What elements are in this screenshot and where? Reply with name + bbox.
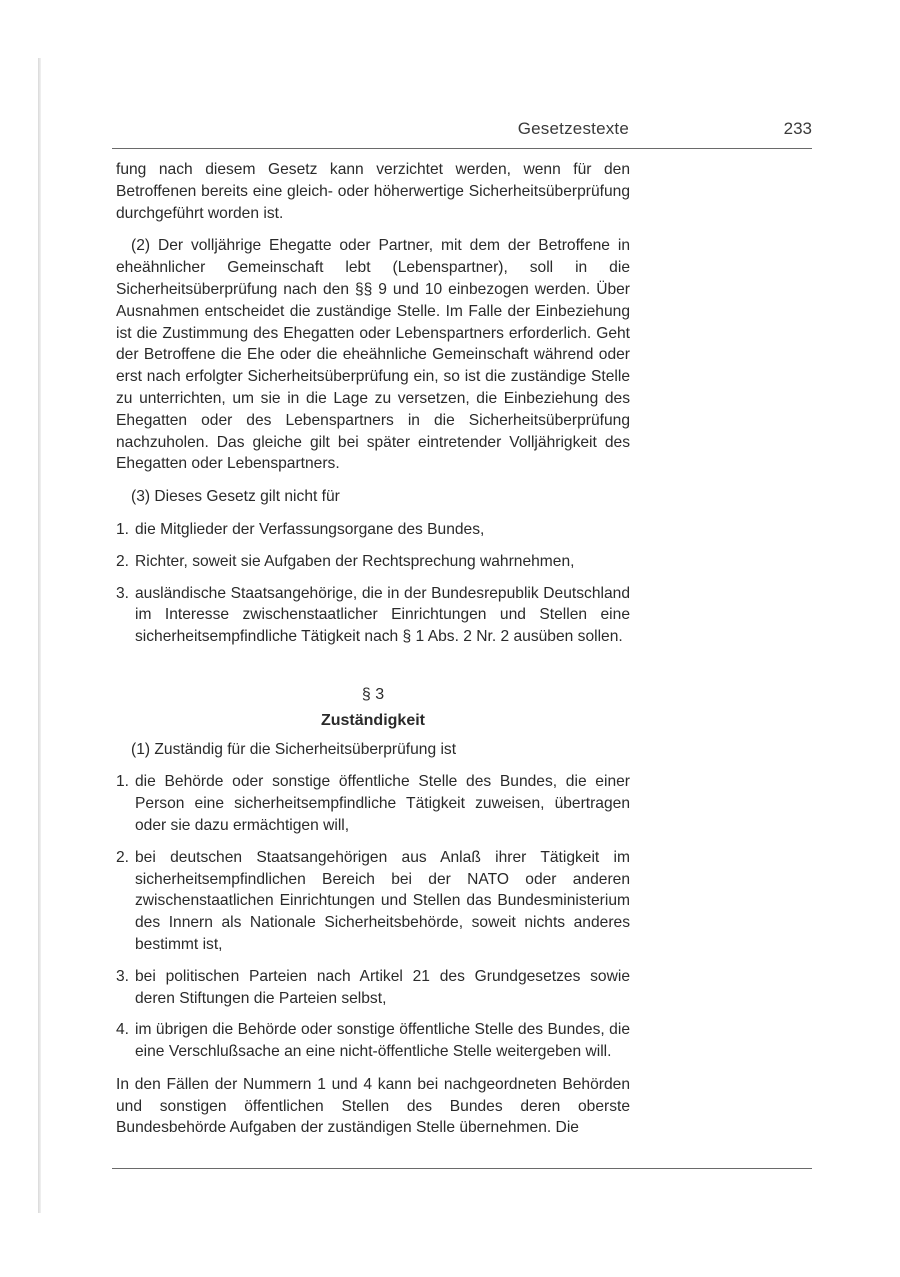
section-list bbox=[116, 771, 630, 1063]
paragraph-3-list bbox=[116, 519, 630, 648]
list-item-number: 4. bbox=[116, 1021, 130, 1039]
footer-rule bbox=[112, 1168, 812, 1169]
list-item-number: 3. bbox=[116, 584, 130, 602]
closing-paragraph: In den Fällen der Nummern 1 und 4 kann bei nachgeordneten Behörden und sonstigen öffentlichen Stellen des Bundes deren oberste Bundesbehörde Aufgaben der zuständigen Stelle übernehmen. Die bbox=[116, 1075, 630, 1137]
list-item bbox=[116, 966, 630, 1010]
list-item-text: im übrigen die Behörde oder sonstige öffentliche Stelle des Bundes, die eine Verschlußsache an eine nicht-öffentliche Stelle weitergeben will. bbox=[135, 1021, 630, 1061]
list-item-text: die Mitglieder der Verfassungsorgane des Bundes, bbox=[135, 520, 485, 538]
list-item-number: 1. bbox=[116, 520, 130, 538]
header-rule bbox=[112, 148, 812, 149]
list-item bbox=[116, 583, 630, 648]
list-item bbox=[116, 847, 630, 956]
list-item-number: 3. bbox=[116, 967, 130, 985]
list-item-number: 2. bbox=[116, 848, 130, 866]
section-intro: (1) Zuständig für die Sicherheitsüberprüfung ist bbox=[131, 740, 457, 758]
list-item-text: bei deutschen Staatsangehörigen aus Anlaß ihrer Tätigkeit im sicherheitsempfindlichen Bereich bei der NATO oder anderen zwischenstaatlichen Einrichtungen und Stellen das Bundesministerium des Innern als Nationale Sicherheitsbehörde, soweit nichts anderes bestimmt ist, bbox=[135, 848, 630, 953]
scan-edge-shadow bbox=[38, 58, 41, 1213]
list-item bbox=[116, 771, 630, 836]
running-title: Gesetzestexte bbox=[517, 119, 629, 138]
list-item-text: die Behörde oder sonstige öffentliche Stelle des Bundes, die einer Person eine sicherheitsempfindliche Tätigkeit zuweisen, übertragen oder sie dazu ermächtigen will, bbox=[135, 773, 630, 834]
list-item-number: 1. bbox=[116, 773, 130, 791]
page-number: 233 bbox=[783, 119, 812, 138]
list-item-number: 2. bbox=[116, 552, 130, 570]
section-title: Zuständigkeit bbox=[320, 711, 425, 729]
paragraph-2: (2) Der volljährige Ehegatte oder Partner, mit dem der Betroffene in eheähnlicher Gemeinschaft lebt (Lebenspartner), soll in die Sicherheitsüberprüfung nach den §§ 9 und 10 einbezogen werden. Über Ausnahmen entscheidet die zuständige Stelle. Im Falle der Einbeziehung ist die Zustimmung des Ehegatten oder Lebenspartners erforderlich. Geht der Betroffene die Ehe oder die eheähnliche Gemeinschaft während oder erst nach erfolgter Sicherheitsüberprüfung ein, so ist die zuständige Stelle zu unterrichten, um sie in die Lage zu versetzen, die Einbeziehung des Ehegatten oder des Lebenspartners in die Sicherheitsüberprüfung nachzuholen. Das gleiche gilt bei später eintretender Volljährigkeit des Ehegatten oder Lebenspartners. bbox=[116, 237, 630, 473]
page-header bbox=[112, 119, 812, 147]
intro-paragraph: fung nach diesem Gesetz kann verzichtet werden, wenn für den Betroffenen bereits eine gleich- oder höherwertige Sicherheitsüberprüfung durchgeführt worden ist. bbox=[116, 161, 630, 222]
list-item bbox=[116, 519, 630, 541]
paragraph-3-intro: (3) Dieses Gesetz gilt nicht für bbox=[131, 488, 340, 506]
list-item bbox=[116, 551, 630, 573]
section-number: § 3 bbox=[361, 685, 385, 703]
list-item-text: Richter, soweit sie Aufgaben der Rechtsprechung wahrnehmen, bbox=[135, 552, 575, 570]
list-item-text: bei politischen Parteien nach Artikel 21 des Grundgesetzes sowie deren Stiftungen die Parteien selbst, bbox=[135, 967, 630, 1007]
list-item-text: ausländische Staatsangehörige, die in der Bundesrepublik Deutschland im Interesse zwischenstaatlicher Einrichtungen und Stellen eine sicherheitsempfindliche Tätigkeit nach § 1 Abs. 2 Nr. 2 ausüben sollen. bbox=[135, 584, 630, 646]
list-item bbox=[116, 1019, 630, 1063]
page-body bbox=[116, 159, 630, 1150]
